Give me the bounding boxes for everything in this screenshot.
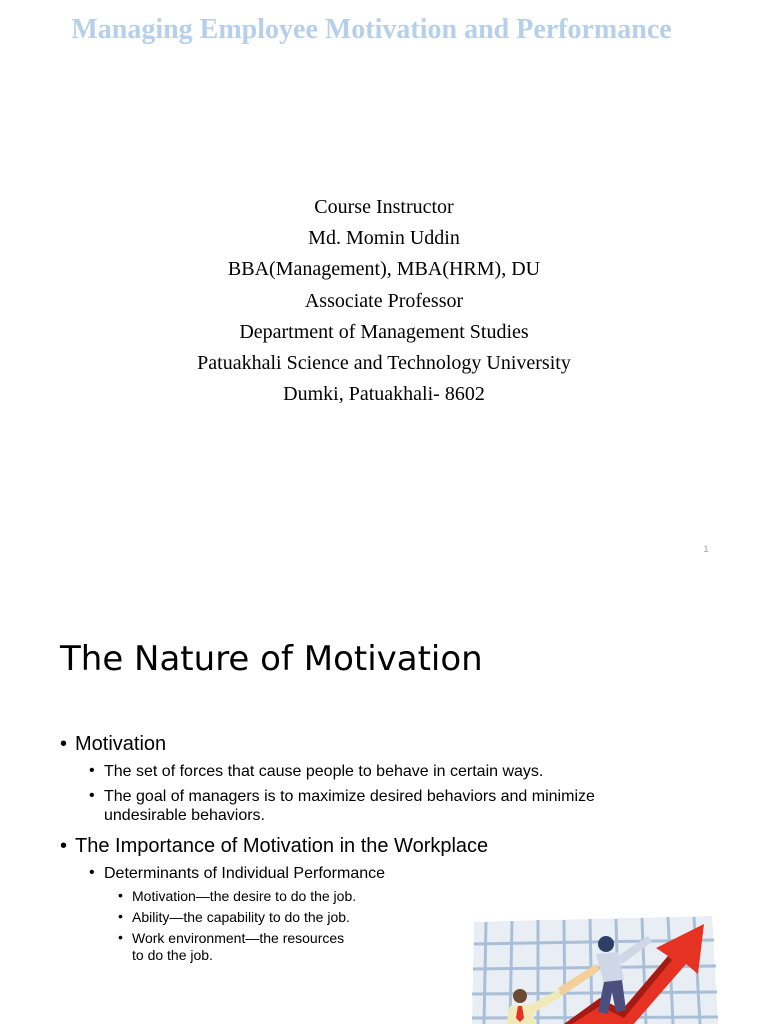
bullet-icon: • bbox=[89, 864, 95, 881]
instructor-line: Dumki, Patuakhali- 8602 bbox=[283, 383, 485, 406]
bullet-motivation-desire: Motivation—the desire to do the job. bbox=[132, 888, 357, 904]
bullet-icon: • bbox=[118, 887, 123, 903]
bullet-determinants: Determinants of Individual Performance bbox=[104, 865, 386, 882]
bullet-work-environment-continued: to do the job. bbox=[132, 947, 213, 963]
bullet-icon: • bbox=[118, 908, 123, 924]
page-number: 1 bbox=[703, 544, 709, 554]
clipart-svg bbox=[472, 914, 720, 1024]
bullet-icon: • bbox=[89, 787, 95, 804]
bullet-icon: • bbox=[89, 762, 95, 779]
instructor-line: Course Instructor bbox=[314, 196, 454, 218]
bullet-goal-continued: undesirable behaviors. bbox=[104, 807, 265, 824]
bullet-icon: • bbox=[60, 835, 68, 857]
instructor-line: Associate Professor bbox=[304, 289, 464, 312]
bullet-icon: • bbox=[60, 733, 68, 755]
instructor-line: Patuakhali Science and Technology University bbox=[197, 352, 571, 375]
bullet-forces: The set of forces that cause people to behave in certain ways. bbox=[104, 763, 544, 780]
bullet-ability: Ability—the capability to do the job. bbox=[132, 909, 350, 925]
bullet-work-environment: Work environment—the resources bbox=[132, 930, 345, 946]
bullet-importance: The Importance of Motivation in the Workplace bbox=[75, 835, 489, 857]
slide-1-title: Managing Employee Motivation and Performance bbox=[71, 14, 672, 45]
bullet-goal: The goal of managers is to maximize desired behaviors and minimize bbox=[104, 788, 595, 805]
bullet-motivation: Motivation bbox=[75, 733, 167, 755]
instructor-line: Department of Management Studies bbox=[239, 320, 529, 343]
instructor-line: Md. Momin Uddin bbox=[308, 227, 460, 250]
slide-2-title: The Nature of Motivation bbox=[60, 639, 483, 679]
instructor-line: BBA(Management), MBA(HRM), DU bbox=[227, 258, 541, 281]
bullet-icon: • bbox=[118, 929, 123, 945]
team-climbing-arrow-icon bbox=[472, 914, 720, 1024]
